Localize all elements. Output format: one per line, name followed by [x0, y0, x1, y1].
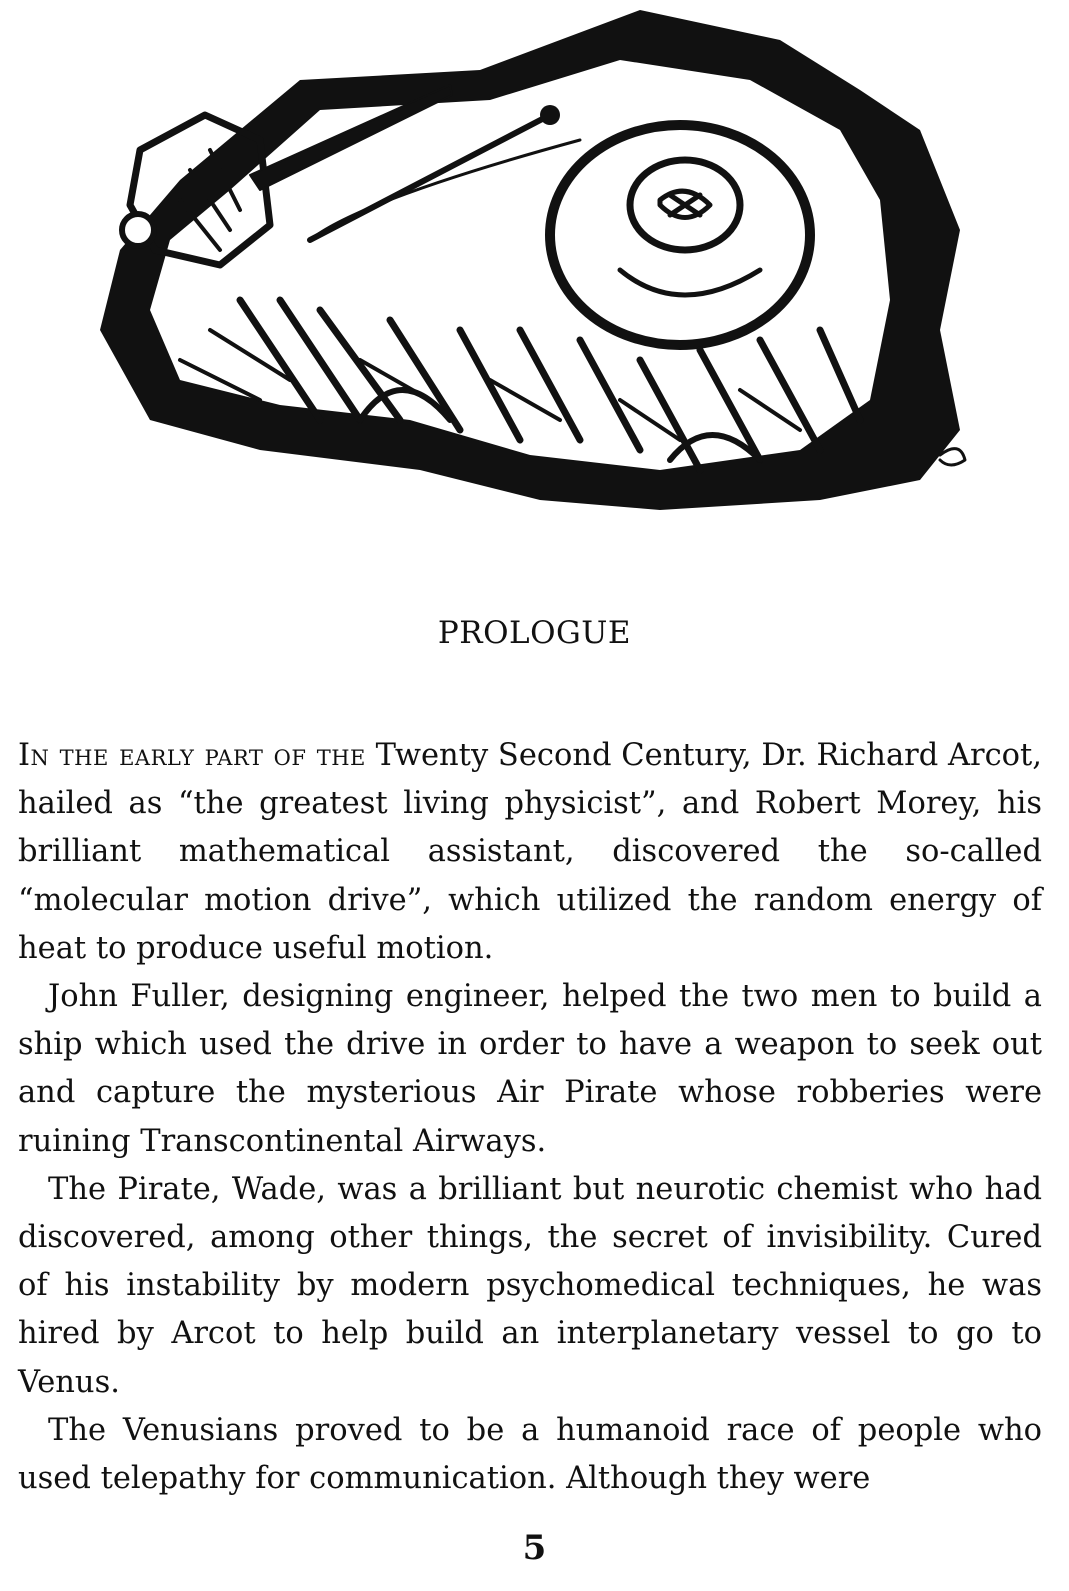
page-number: 5 — [522, 1528, 547, 1568]
paragraph-lead-in: In the early part of the — [18, 738, 366, 773]
chapter-title: PROLOGUE — [437, 615, 632, 651]
paragraph-3: The Pirate, Wade, was a brilliant but neurotic chemist who had discovered, among other things, the secret of invisibility. Cured of his instability by modern psychomedical techniques, he was hired by Arcot to help build an interplanetary vessel to go to Venus. — [18, 1171, 1042, 1400]
paragraph-1 — [18, 732, 1042, 973]
spaceship-illustration — [60, 0, 1020, 530]
paragraph-2: John Fuller, designing engineer, helped the two men to build a ship which used the drive in order to have a weapon to seek out and capture the mysterious Air Pirate whose robberies were ruining Transcontinental Airways. — [18, 979, 1042, 1159]
paragraph-text: Twenty Second Century, Dr. Richard Arcot, hailed as “the greatest living physicist”, and Robert Morey, his brilliant mathematical assistant, discovered the so-called “molecular motion drive”, which utilized the random energy of heat to produce useful motion. — [18, 738, 1042, 966]
body-text — [18, 732, 1042, 1503]
paragraph-4: The Venusians proved to be a humanoid race of people who used telepathy for communication. Although they were — [18, 1412, 1042, 1497]
